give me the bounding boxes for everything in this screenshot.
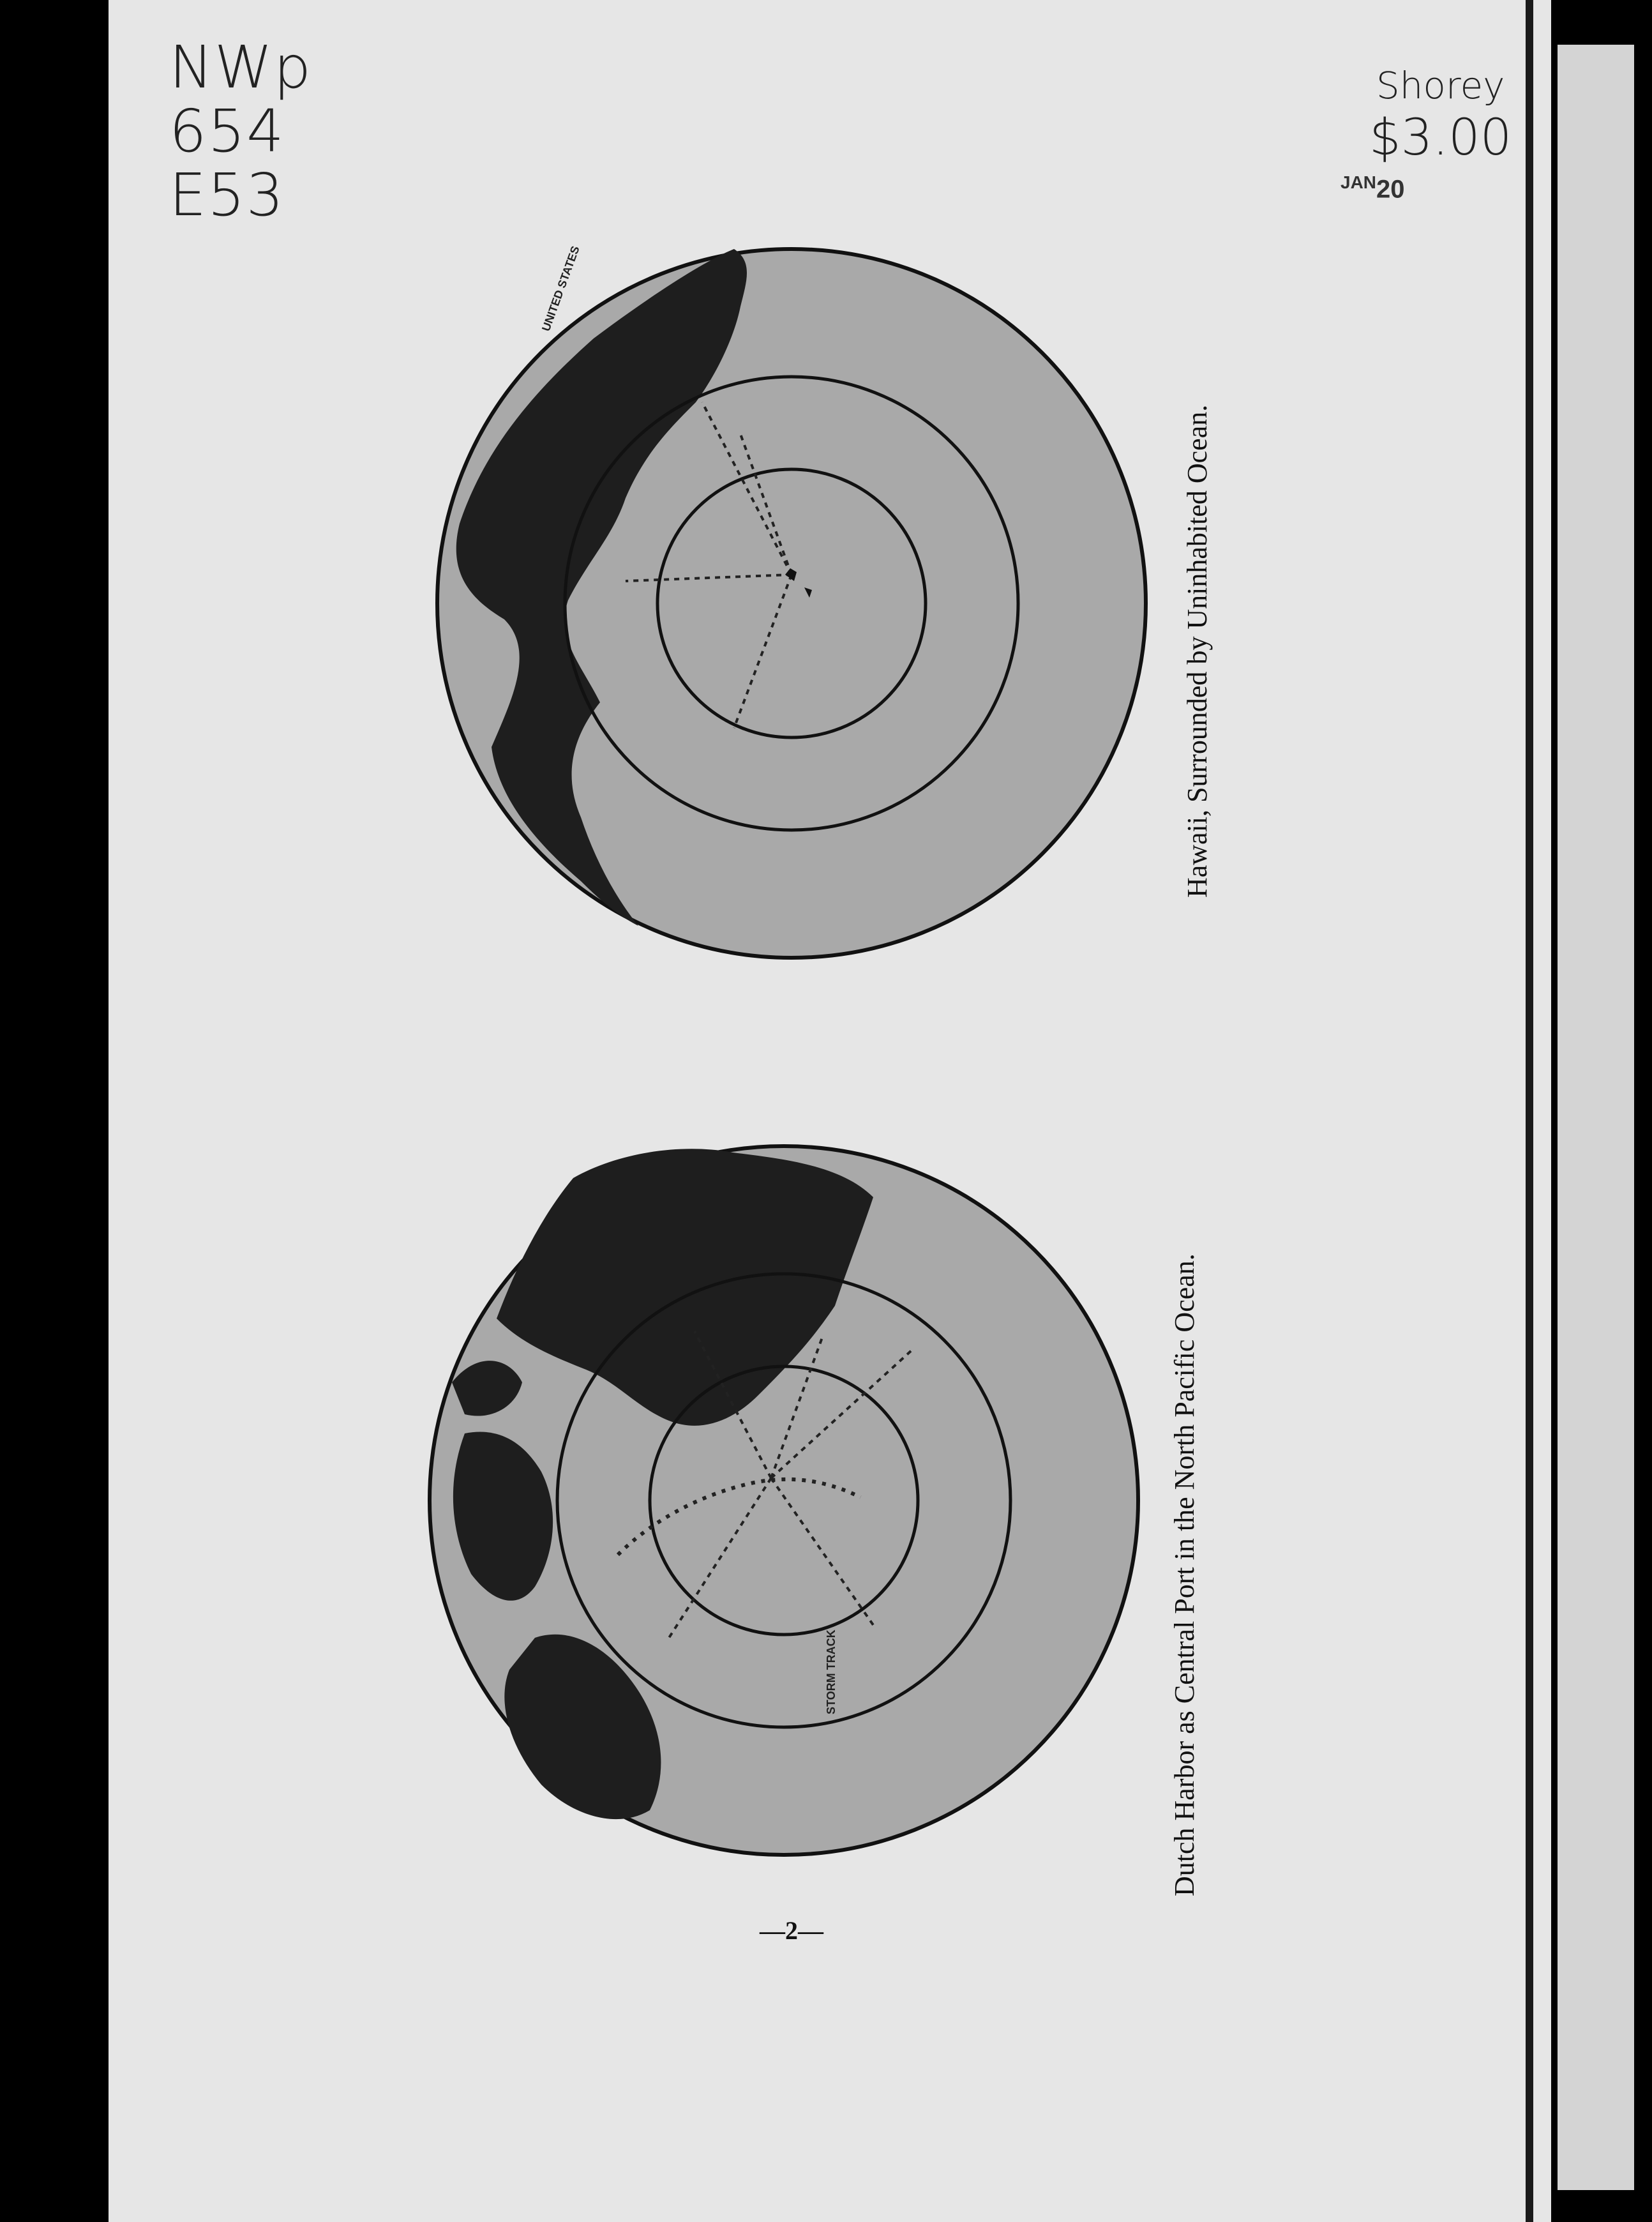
book-page	[109, 0, 1551, 2222]
call-number-line3: E53	[169, 161, 285, 229]
date-stamp	[1340, 172, 1405, 204]
hawaii-globe-map	[434, 243, 1149, 964]
stamp-month: JAN	[1340, 172, 1377, 192]
call-number	[169, 33, 313, 230]
dutch-harbor-globe-map	[426, 1140, 1141, 1861]
call-number-line1: NWp	[169, 33, 313, 102]
label-storm-track: STORM TRACK	[825, 1629, 837, 1714]
page-number: —2—	[760, 1916, 823, 1945]
price-amount: $3.00	[1369, 109, 1512, 167]
call-number-line2: 654	[169, 97, 285, 165]
hawaii-caption: Hawaii, Surrounded by Uninhabited Ocean.	[1182, 404, 1213, 898]
stamp-day: 20	[1376, 175, 1405, 204]
dealer-name: Shorey	[1376, 64, 1505, 107]
page-gutter	[1526, 0, 1533, 2222]
facing-page-edge	[1558, 45, 1634, 2190]
price-note	[1369, 64, 1512, 167]
dutch-harbor-caption: Dutch Harbor as Central Port in the North Pacific Ocean.	[1169, 1253, 1200, 1896]
label-united-states: UNITED STATES	[539, 244, 582, 333]
